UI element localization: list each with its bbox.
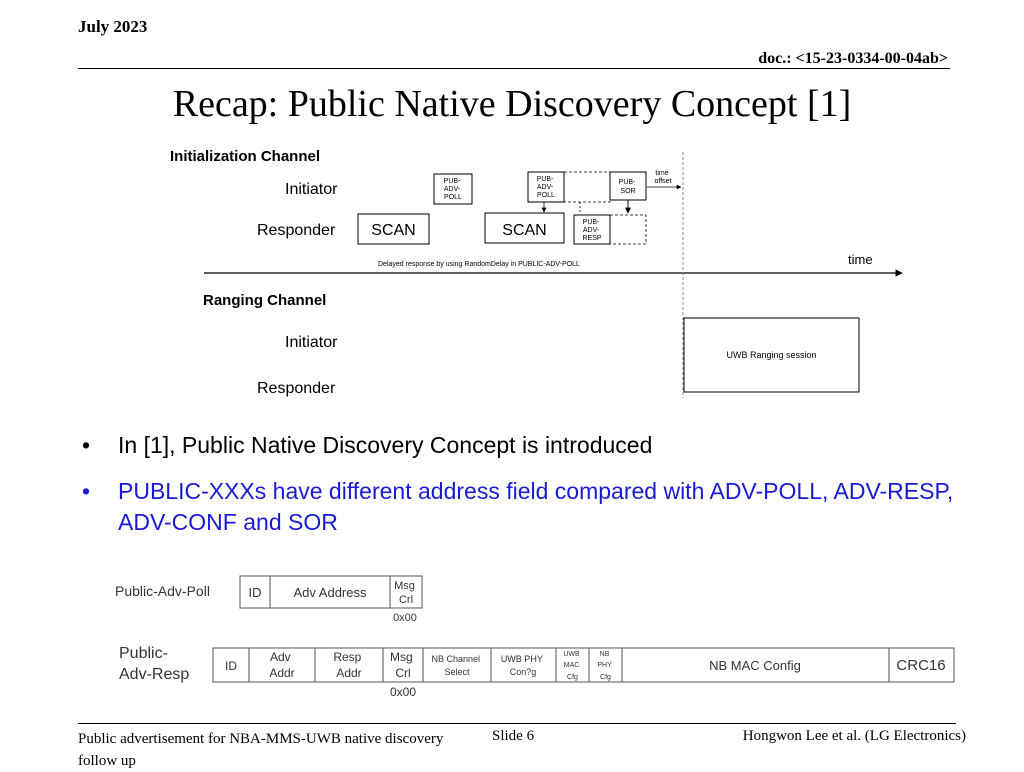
svg-text:SCAN: SCAN bbox=[371, 222, 416, 239]
delay-note: Delayed response by using RandomDelay in PUBLIC-ADV-POLL bbox=[378, 261, 580, 268]
ranging-initiator-label: Initiator bbox=[285, 334, 338, 351]
resp-field-nb-phy: NB PHY Cfg bbox=[597, 651, 612, 681]
bullet-item-1 bbox=[80, 430, 960, 461]
bullet-item-2 bbox=[80, 476, 960, 538]
poll-wait-window bbox=[564, 172, 610, 202]
footer-slide-number: Slide 6 bbox=[492, 728, 535, 744]
bullet-list bbox=[80, 430, 960, 553]
svg-text:PUB- ADV- POLL: PUB- ADV- POLL bbox=[443, 178, 462, 201]
time-offset-label: time offset bbox=[654, 170, 672, 185]
pub-adv-resp-box bbox=[574, 215, 610, 244]
time-axis-label: time bbox=[848, 252, 873, 267]
svg-text:UWB Ranging session: UWB Ranging session bbox=[726, 350, 817, 360]
public-adv-resp-label: Public- Adv-Resp bbox=[119, 645, 190, 683]
resp-field-uwb-mac: UWB MAC Cfg bbox=[563, 651, 580, 681]
doc-number: <15-23-0334-00-04ab> bbox=[795, 50, 948, 67]
slide-title: Recap: Public Native Discovery Concept [1] bbox=[172, 83, 852, 125]
public-adv-poll-label: Public-Adv-Poll bbox=[115, 583, 210, 599]
resp-field-adv-addr: Adv Addr bbox=[269, 650, 295, 680]
footer-divider bbox=[78, 723, 956, 724]
ranging-channel-label: Ranging Channel bbox=[203, 292, 327, 309]
pub-adv-poll-box-1 bbox=[434, 174, 472, 204]
pub-adv-poll-box-2 bbox=[528, 172, 564, 202]
resp-field-id: ID bbox=[225, 659, 237, 673]
svg-text:PUB- ADV- RESP: PUB- ADV- RESP bbox=[582, 219, 602, 242]
svg-text:PUB- ADV- POLL: PUB- ADV- POLL bbox=[536, 176, 555, 199]
svg-text:PUB- SOR: PUB- SOR bbox=[618, 179, 636, 195]
init-channel-label: Initialization Channel bbox=[170, 148, 321, 165]
bullet-text: PUBLIC-XXXs have different address field compared with ADV-POLL, ADV-RESP, ADV-CONF and SOR bbox=[118, 478, 954, 535]
public-adv-poll-frame bbox=[240, 576, 422, 608]
responder-label: Responder bbox=[257, 222, 336, 239]
resp-field-crc16: CRC16 bbox=[896, 657, 946, 674]
resp-field-nb-mac-config: NB MAC Config bbox=[709, 658, 801, 673]
poll-field-adv-address: Adv Address bbox=[293, 585, 367, 600]
initiator-label: Initiator bbox=[285, 181, 338, 198]
resp-msg-code: 0x00 bbox=[389, 685, 417, 699]
poll-field-msg-crl: Msg Crl bbox=[394, 580, 415, 606]
bullet-marker: • bbox=[82, 478, 91, 504]
resp-field-nb-channel: NB Channel Select bbox=[431, 654, 481, 677]
footer-description: Public advertisement for NBA-MMS-UWB native discovery follow up bbox=[78, 731, 444, 769]
bullet-text: In [1], Public Native Discovery Concept is introduced bbox=[118, 432, 653, 458]
pub-sor-box bbox=[610, 172, 646, 200]
bullet-marker: • bbox=[82, 432, 91, 458]
resp-field-resp-addr: Resp Addr bbox=[333, 650, 362, 680]
uwb-ranging-session-box bbox=[684, 318, 859, 392]
resp-field-msg-crl: Msg Crl bbox=[389, 650, 413, 680]
resp-wait-window bbox=[610, 215, 646, 244]
resp-field-uwb-phy: UWB PHY Con?g bbox=[500, 654, 543, 677]
public-adv-resp-frame bbox=[213, 648, 954, 682]
ranging-responder-label: Responder bbox=[257, 380, 336, 397]
header-date: July 2023 bbox=[78, 17, 148, 36]
poll-msg-code: 0x00 bbox=[393, 612, 417, 624]
scan-box-1 bbox=[358, 214, 429, 244]
doc-label: doc.: bbox=[758, 50, 796, 67]
scan-box-2 bbox=[485, 213, 564, 243]
poll-field-id: ID bbox=[248, 585, 262, 600]
svg-text:SCAN: SCAN bbox=[502, 222, 547, 239]
footer-author: Hongwon Lee et al. (LG Electronics) bbox=[742, 728, 966, 744]
